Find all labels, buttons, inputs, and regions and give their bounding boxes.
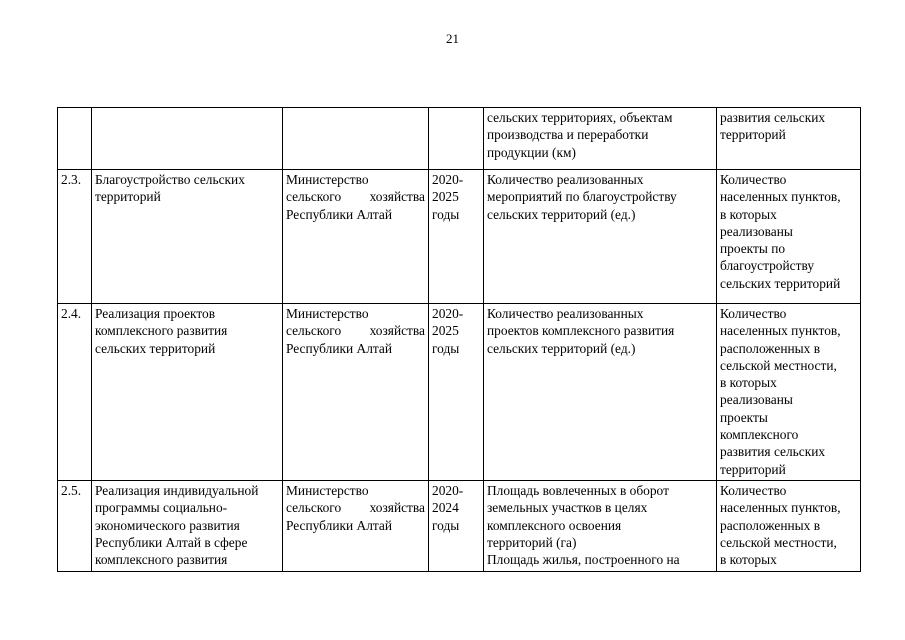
cell-result [717, 170, 861, 304]
cell-text-line: реализованы [720, 223, 793, 239]
cell-text-line: Реализация индивидуальной [95, 482, 259, 498]
cell-text-line: реализованы [720, 392, 793, 408]
cell-text-line: мероприятий по благоустройству [487, 189, 677, 205]
cell-text-line: программы социально- [95, 500, 228, 516]
cell-measure-name [92, 480, 283, 571]
cell-result [717, 480, 861, 571]
cell-measure-name [92, 170, 283, 304]
measures-table [57, 107, 861, 572]
cell-executor [283, 304, 429, 481]
cell-text-line: населенных пунктов, [720, 500, 841, 516]
cell-text-line: в которых [720, 206, 777, 222]
cell-text: 2.5. [61, 482, 82, 498]
cell-text-line: Площадь жилья, построенного на [487, 552, 680, 568]
cell-text-line: сельской местности, [720, 534, 837, 550]
cell-text-line: годы [432, 517, 460, 533]
cell-text-line: комплексного развития [95, 552, 228, 568]
cell-text-line: сельской местности, [720, 357, 837, 373]
cell-text-line: в которых [720, 552, 777, 568]
cell-text-line: Благоустройство сельских [95, 172, 245, 187]
cell-text-line: территорий [720, 461, 786, 477]
cell-text-line: Количество реализованных [487, 172, 644, 187]
table-row [58, 170, 861, 304]
cell-text-line: 2025 [432, 189, 459, 205]
cell-text-line: в которых [720, 375, 777, 391]
cell-text-line: Республики Алтай [286, 340, 393, 356]
cell-text: 2.4. [61, 306, 82, 321]
cell-text-line: комплексного освоения [487, 517, 622, 533]
cell-text-line: развития сельских [720, 444, 826, 460]
cell-text-line: населенных пунктов, [720, 189, 841, 205]
cell-text-line: развития сельских [720, 110, 826, 125]
cell-years [429, 170, 484, 304]
cell-number [58, 480, 92, 571]
cell-text-line: комплексного развития [95, 323, 228, 339]
cell-text-line: сельских территорий [95, 340, 216, 356]
cell-text-line: сельских территориях, объектам [487, 110, 673, 125]
cell-text-line: годы [432, 340, 460, 356]
cell-text-line: Министерство [286, 306, 369, 321]
cell-text-line: Республики Алтай [286, 517, 393, 533]
cell-text-line: сельских территорий (ед.) [487, 206, 636, 222]
cell-text-line: сельских территорий [720, 275, 841, 291]
cell-measure-name [92, 108, 283, 170]
cell-indicator [484, 304, 717, 481]
cell-text-line: проектов комплексного развития [487, 323, 675, 339]
cell-result [717, 108, 861, 170]
cell-text-line: экономического развития [95, 517, 240, 533]
cell-indicator [484, 170, 717, 304]
cell-text-line: 2024 [432, 500, 459, 516]
cell-text-line: 2020- [432, 306, 464, 321]
cell-text-line: комплексного [720, 427, 799, 443]
cell-years [429, 108, 484, 170]
table-row [58, 108, 861, 170]
page-number: 21 [446, 31, 459, 46]
cell-executor [283, 480, 429, 571]
cell-text-line: производства и переработки [487, 127, 649, 143]
cell-text: 2.3. [61, 172, 82, 187]
cell-number [58, 108, 92, 170]
cell-text-line: проекты [720, 409, 768, 425]
cell-text-line: Количество [720, 172, 787, 187]
cell-text-line: сельских территорий (ед.) [487, 340, 636, 356]
cell-years [429, 304, 484, 481]
cell-result [717, 304, 861, 481]
cell-executor [283, 170, 429, 304]
cell-years [429, 480, 484, 571]
cell-text-line: Количество [720, 482, 787, 498]
cell-text-line: сельского хозяйства [286, 189, 425, 205]
cell-text-line: территорий [95, 189, 161, 205]
cell-text-line: продукции (км) [487, 144, 576, 160]
cell-text-line: сельского хозяйства [286, 500, 425, 516]
cell-text-line: 2020- [432, 172, 464, 187]
cell-text-line: Площадь вовлеченных в оборот [487, 482, 669, 498]
table-row [58, 480, 861, 571]
cell-indicator [484, 480, 717, 571]
cell-number [58, 170, 92, 304]
cell-text-line: Количество реализованных [487, 306, 644, 321]
cell-text-line: населенных пунктов, [720, 323, 841, 339]
cell-text-line: Республики Алтай [286, 206, 393, 222]
cell-text-line: проекты по [720, 241, 786, 257]
cell-indicator [484, 108, 717, 170]
cell-text-line: 2025 [432, 323, 459, 339]
cell-text-line: территорий [720, 127, 786, 143]
cell-text-line: расположенных в [720, 517, 821, 533]
cell-text-line: расположенных в [720, 340, 821, 356]
cell-measure-name [92, 304, 283, 481]
cell-text-line: Республики Алтай в сфере [95, 534, 248, 550]
cell-executor [283, 108, 429, 170]
cell-text-line: годы [432, 206, 460, 222]
cell-text-line: Министерство [286, 172, 369, 187]
cell-text-line: благоустройству [720, 258, 815, 274]
table-row [58, 304, 861, 481]
cell-text-line: сельского хозяйства [286, 323, 425, 339]
cell-number [58, 304, 92, 481]
cell-text-line: 2020- [432, 482, 464, 498]
cell-text-line: земельных участков в целях [487, 500, 648, 516]
cell-text-line: Министерство [286, 482, 369, 498]
cell-text-line: территорий (га) [487, 534, 577, 550]
cell-text-line: Реализация проектов [95, 306, 216, 321]
cell-text-line: Количество [720, 306, 787, 321]
